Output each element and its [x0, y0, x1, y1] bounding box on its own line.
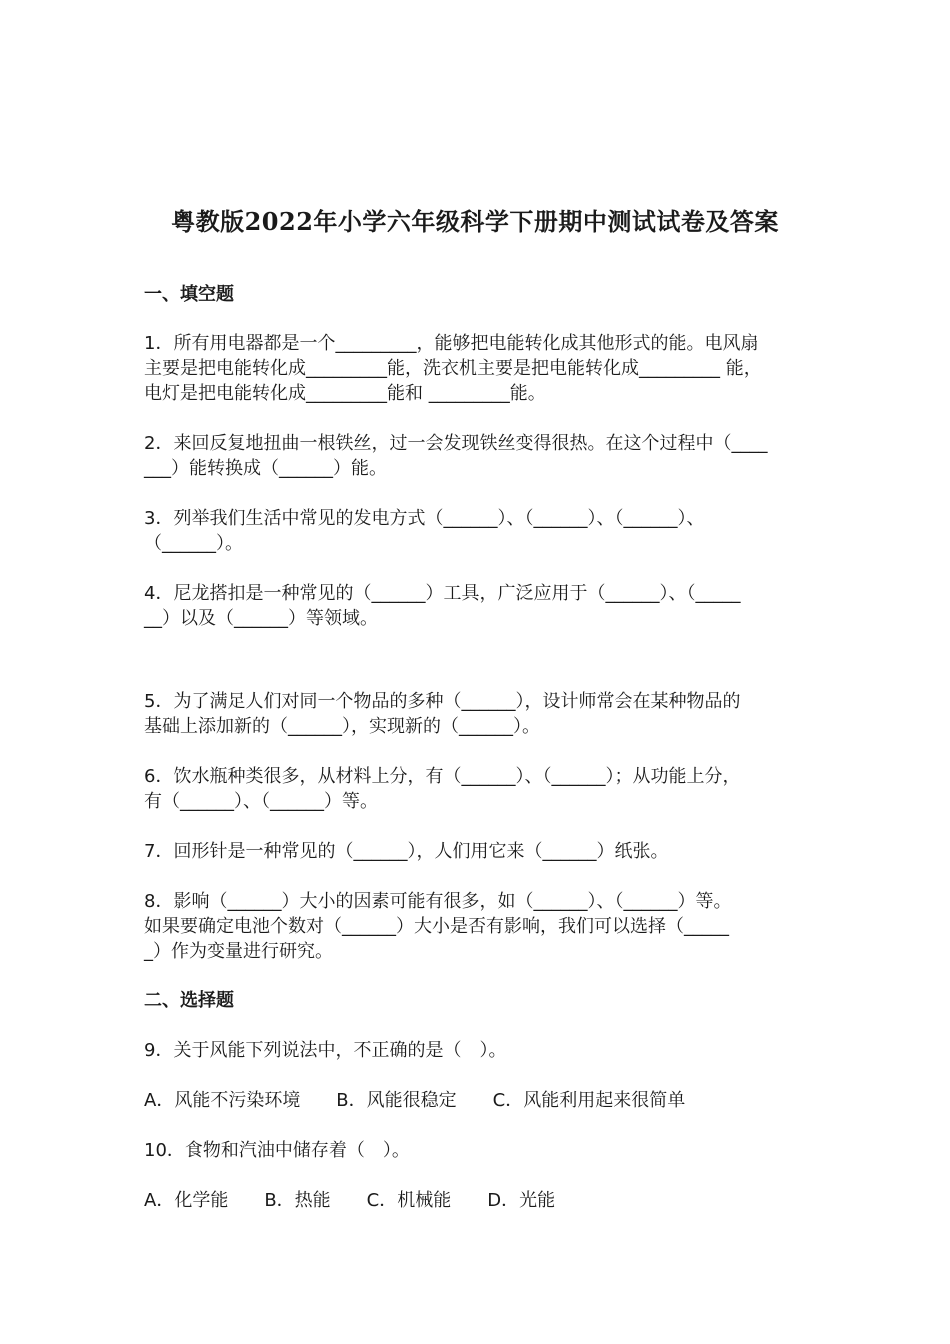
section-heading-multiple-choice: 二、选择题 — [144, 990, 234, 1011]
question-9: 9．关于风能下列说法中，不正确的是（ ）。 — [144, 1040, 507, 1061]
question-2: 2．来回反复地扭曲一根铁丝，过一会发现铁丝变得很热。在这个过程中（____ ___）能转换成（______）能。 — [144, 433, 768, 479]
question-5: 5．为了满足人们对同一个物品的多种（______），设计师常会在某种物品的 基础上添加新的（______），实现新的（______）。 — [144, 691, 741, 737]
page-title: 粤教版2022年小学六年级科学下册期中测试试卷及答案 — [171, 207, 779, 236]
question-10: 10．食物和汽油中储存着（ ）。 — [144, 1140, 410, 1161]
section-heading-fill-in: 一、填空题 — [144, 284, 234, 305]
question-6: 6．饮水瓶种类很多，从材料上分，有（______）、（______）；从功能上分， 有（______）、（______）等。 — [144, 766, 741, 812]
question-9-options: A．风能不污染环境 B．风能很稳定 C．风能利用起来很简单 — [144, 1090, 686, 1111]
question-7: 7．回形针是一种常见的（______），人们用它来（______）纸张。 — [144, 841, 669, 862]
question-1: 1．所有用电器都是一个_________，能够把电能转化成其他形式的能。电风扇 主要是把电能转化成_________能，洗衣机主要是把电能转化成_________ 能， 电灯是把电能转化成_________能和 _________能。 — [144, 333, 762, 404]
question-8: 8．影响（______）大小的因素可能有很多，如（______）、（______）等。 如果要确定电池个数对（______）大小是否有影响，我们可以选择（_____ _）作为变量进行研究。 — [144, 891, 732, 962]
question-10-options: A．化学能 B．热能 C．机械能 D．光能 — [144, 1190, 556, 1211]
question-3: 3．列举我们生活中常见的发电方式（______）、（______）、（______）、 （______）。 — [144, 508, 705, 554]
question-4: 4．尼龙搭扣是一种常见的（______）工具，广泛应用于（______）、（_____ __）以及（______）等领域。 — [144, 583, 741, 629]
